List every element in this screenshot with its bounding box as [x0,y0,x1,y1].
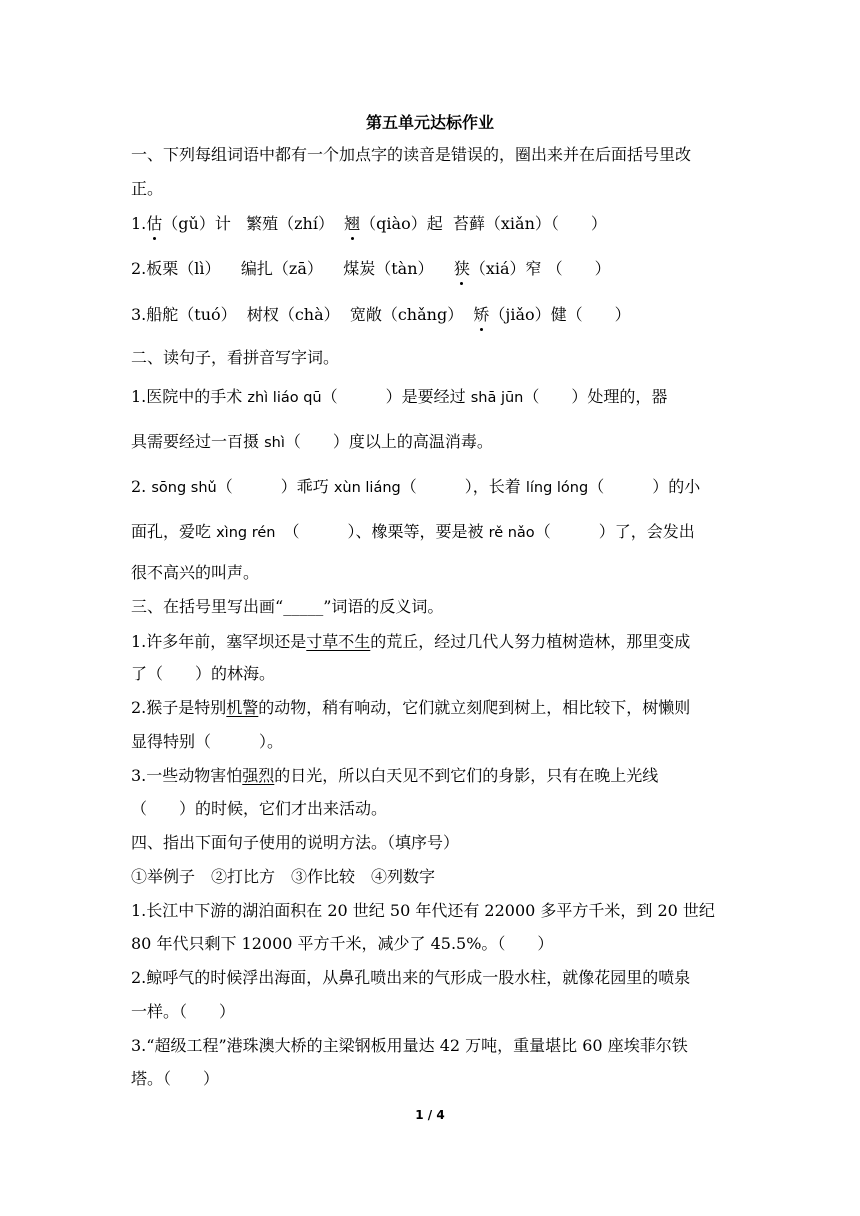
pinyin: xìng rén [216,525,276,541]
pinyin: sōng shǔ [151,480,217,496]
text: 的荒丘，经过几代人努力植树造林，那里变成 [370,632,691,651]
section-1-heading-cont: 正。 [131,179,164,198]
section-3-heading [131,597,443,617]
word: 编扎 [240,259,273,278]
section-1-heading: 一、下列每组词语中都有一个加点字的读音是错误的，圈出来并在后面括号里改 [131,145,692,164]
pinyin: líng lóng [525,480,589,496]
dotted-char: 矫 [473,305,490,324]
s4-question-1-line-1: 1.长江中下游的湖泊面积在 20 世纪 50 年代还有 22000 多平方千米，到 20 世纪 [131,901,715,920]
s4-question-3-line-1: 3.“超级工程”港珠澳大桥的主梁钢板用量达 42 万吨，重量堪比 60 座埃菲尔铁 [131,1036,688,1055]
pinyin-text: （chà） [278,305,340,324]
text: （ ）、橡栗等，要是被 [275,522,489,541]
s2-question-2-line-1 [131,477,700,498]
pinyin: shì [264,435,285,451]
page-title: 第五单元达标作业 [365,113,494,132]
text: 2. [131,477,152,496]
q-number: 1. [131,214,147,233]
section-4-heading: 四、指出下面句子使用的说明方法。（填序号） [131,833,460,852]
q-number: 2. [131,259,147,278]
pinyin-text: （lì） [178,259,221,278]
page-number: 1 / 4 [415,1108,445,1122]
s4-question-1-line-2: 80 年代只剩下 12000 平方千米，减少了 45.5%。（ ） [131,934,554,953]
s2-question-1-line-2 [131,432,493,453]
q-number: 3. [131,305,147,324]
pinyin-text: （qiào）起 [360,214,443,233]
pinyin: shā jūn [470,390,524,406]
text: ”词语的反义词。 [323,597,444,616]
s4-question-2-line-2: 一样。（ ） [131,1002,236,1021]
text: （ ）处理的，器 [523,387,668,406]
word: 繁殖 [246,214,279,233]
pinyin-text: （zhí） [278,214,334,233]
pinyin: rě nǎo [488,525,535,541]
text: 具需要经过一百摄 [131,432,265,451]
dotted-char: 估 [146,214,163,233]
pinyin-text: （xiǎn） [484,214,551,233]
pinyin-text: （gǔ）计 [162,214,231,233]
word: 苔藓 [452,214,485,233]
s4-options: ①举例子 ②打比方 ③作比较 ④列数字 [131,867,436,886]
word: 船舵 [146,305,179,324]
pinyin-text: （zā） [272,259,323,278]
s1-question-1 [131,214,607,234]
s3-question-1-line-2: 了（ ）的林海。 [131,664,276,683]
text: 三、在括号里写出画“ [131,597,284,616]
s2-question-1-line-1 [131,387,667,408]
text: 3.一些动物害怕 [131,766,243,785]
pinyin-text: （tàn） [375,259,434,278]
s1-question-2 [131,259,611,279]
underlined-word: 机警 [226,698,259,717]
text: 的日光，所以白天见不到它们的身影，只有在晚上光线 [274,766,659,785]
underlined-word: 寸草不生 [306,632,371,651]
s4-question-2-line-1: 2.鲸呼气的时候浮出海面，从鼻孔喷出来的气形成一股水柱，就像花园里的喷泉 [131,968,691,987]
text: （ ）了，会发出 [534,522,695,541]
pinyin-text: （xiá）窄 [469,259,542,278]
text: （ ）是要经过 [321,387,471,406]
s2-question-2-line-3: 很不高兴的叫声。 [131,563,260,582]
pinyin-text: （jiǎo）健 [489,305,567,324]
pinyin: xùn liáng [333,480,401,496]
text: 面孔，爱吃 [131,522,217,541]
word: 宽敞 [349,305,382,324]
text: （ ）的小 [588,477,701,496]
underline-blank: _____ [283,597,324,616]
underlined-word: 强烈 [242,766,275,785]
text: 1.医院中的手术 [131,387,248,406]
answer-blank: （ ） [550,214,607,233]
s3-question-3-line-2: （ ）的时候，它们才出来活动。 [131,799,388,818]
section-2-heading: 二、读句子，看拼音写字词。 [131,348,340,367]
dotted-char: 翘 [344,214,361,233]
pinyin: zhì liáo qū [247,390,322,406]
text: 的动物，稍有响动，它们就立刻爬到树上，相比较下，树懒则 [258,698,691,717]
text: （ ），长着 [400,477,526,496]
s1-question-3 [131,305,631,325]
pinyin-text: （chǎng） [381,305,464,324]
dotted-char: 狭 [453,259,470,278]
text: （ ）乖巧 [216,477,334,496]
word: 煤炭 [343,259,376,278]
word: 树杈 [246,305,279,324]
word: 板栗 [146,259,179,278]
s3-question-3-line-1 [131,766,658,786]
pinyin-text: （tuó） [178,305,237,324]
answer-blank: （ ） [566,305,631,324]
s3-question-1-line-1 [131,632,690,652]
text: （ ）度以上的高温消毒。 [284,432,493,451]
text: 1.许多年前，塞罕坝还是 [131,632,307,651]
s4-question-3-line-2: 塔。（ ） [131,1069,220,1088]
text: 2.猴子是特别 [131,698,227,717]
s3-question-2-line-2: 显得特别（ ）。 [131,732,284,751]
answer-blank: （ ） [546,259,611,278]
s3-question-2-line-1 [131,698,690,718]
s2-question-2-line-2 [131,522,695,543]
